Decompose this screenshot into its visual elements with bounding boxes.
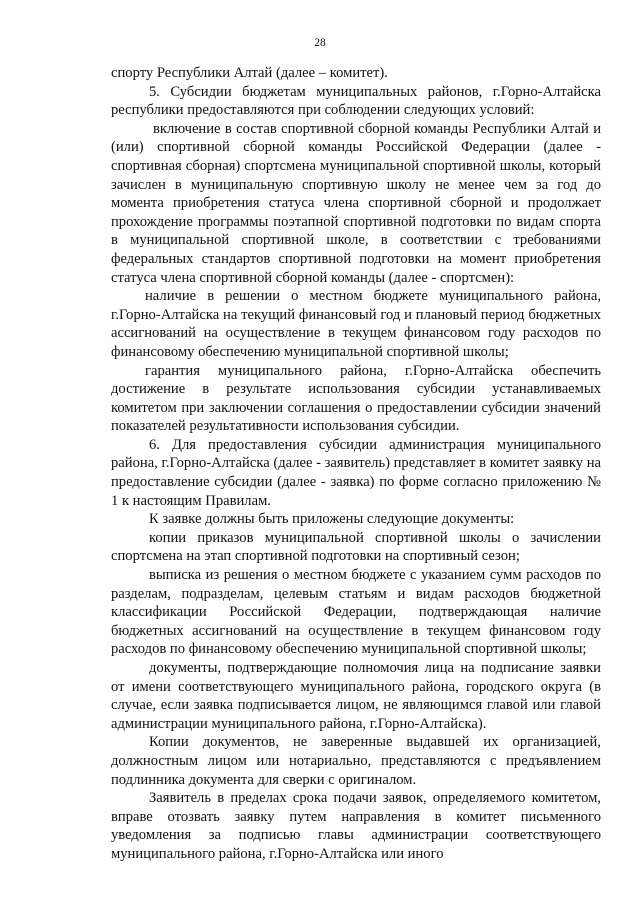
paragraph-documents-intro: К заявке должны быть приложены следующие документы: bbox=[149, 511, 515, 528]
paragraph-doc-orders: копии приказов муниципальной спортивной школы о зачислении спортсмена на этап спортивной подготовки на спортивный сезон; bbox=[111, 529, 601, 565]
paragraph-doc-authority: документы, подтверждающие полномочия лица на подписание заявки от имени соответствующего муниципального района, городского округа (в случае, если заявка подписывается лицом, не являющимся главой или главой администрации муниципального района, г.Горно-Алтайска). bbox=[111, 660, 601, 732]
paragraph-item-6: 6. Для предоставления субсидии администрация муниципального района, г.Горно-Алтайска (далее - заявитель) представляет в комитет заявку на предоставление субсидии (далее - заявка) по форме согласно приложению № 1 к настоящим Правилам. bbox=[111, 436, 601, 509]
document-body bbox=[111, 64, 601, 864]
paragraph-condition-budget: наличие в решении о местном бюджете муниципального района, г.Горно-Алтайска на текущий финансовый год и плановый период бюджетных ассигнований на осуществление в текущем финансовом году расходов по финансовому обеспечению муниципальной спортивной школы; bbox=[111, 288, 601, 360]
paragraph-doc-budget-extract: выписка из решения о местном бюджете с указанием сумм расходов по разделам, подразделам, целевым статьям и видам расходов бюджетной классификации Российской Федерации, подтверждающая наличие бюджетных ассигнований на осуществление в текущем финансовом году расходов по финансовому обеспечению муниципальной спортивной школы; bbox=[111, 567, 601, 658]
paragraph-condition-team-inclusion: включение в состав спортивной сборной команды Республики Алтай и (или) спортивной сборной команды Российской Федерации (далее - спортивная сборная) спортсмена муниципальной спортивной школы, который зачислен в муниципальную спортивную школу не менее чем за год до момента приобретения статуса члена спортивной сборной и продолжает прохождение программы поэтапной спортивной подготовки по видам спорта в муниципальной спортивной школе, в соответствии с требованиями федеральных стандартов спортивной подготовки на момент приобретения статуса члена спортивной сборной команды (далее - спортсмен): bbox=[111, 120, 601, 286]
paragraph-condition-guarantee: гарантия муниципального района, г.Горно-Алтайска обеспечить достижение в результате использования субсидии устанавливаемых комитетом при заключении соглашения о предоставлении субсидии значений показателей результативности использования субсидии. bbox=[111, 362, 601, 435]
paragraph-withdrawal: Заявитель в пределах срока подачи заявок, определяемого комитетом, вправе отозвать заявку путем направления в комитет письменного уведомления за подписью главы администрации соответствующего муниципального района, г.Горно-Алтайска или иного bbox=[111, 790, 601, 862]
paragraph-committee-definition: спорту Республики Алтай (далее – комитет). bbox=[111, 65, 388, 81]
paragraph-item-5: 5. Субсидии бюджетам муниципальных районов, г.Горно-Алтайска республики предоставляются при соблюдении следующих условий: bbox=[111, 83, 601, 119]
paragraph-copies: Копии документов, не заверенные выдавшей их организацией, должностным лицом или нотариально, представляются с предъявлением подлинника документа для сверки с оригиналом. bbox=[111, 734, 601, 788]
page-number: 28 bbox=[314, 37, 326, 49]
